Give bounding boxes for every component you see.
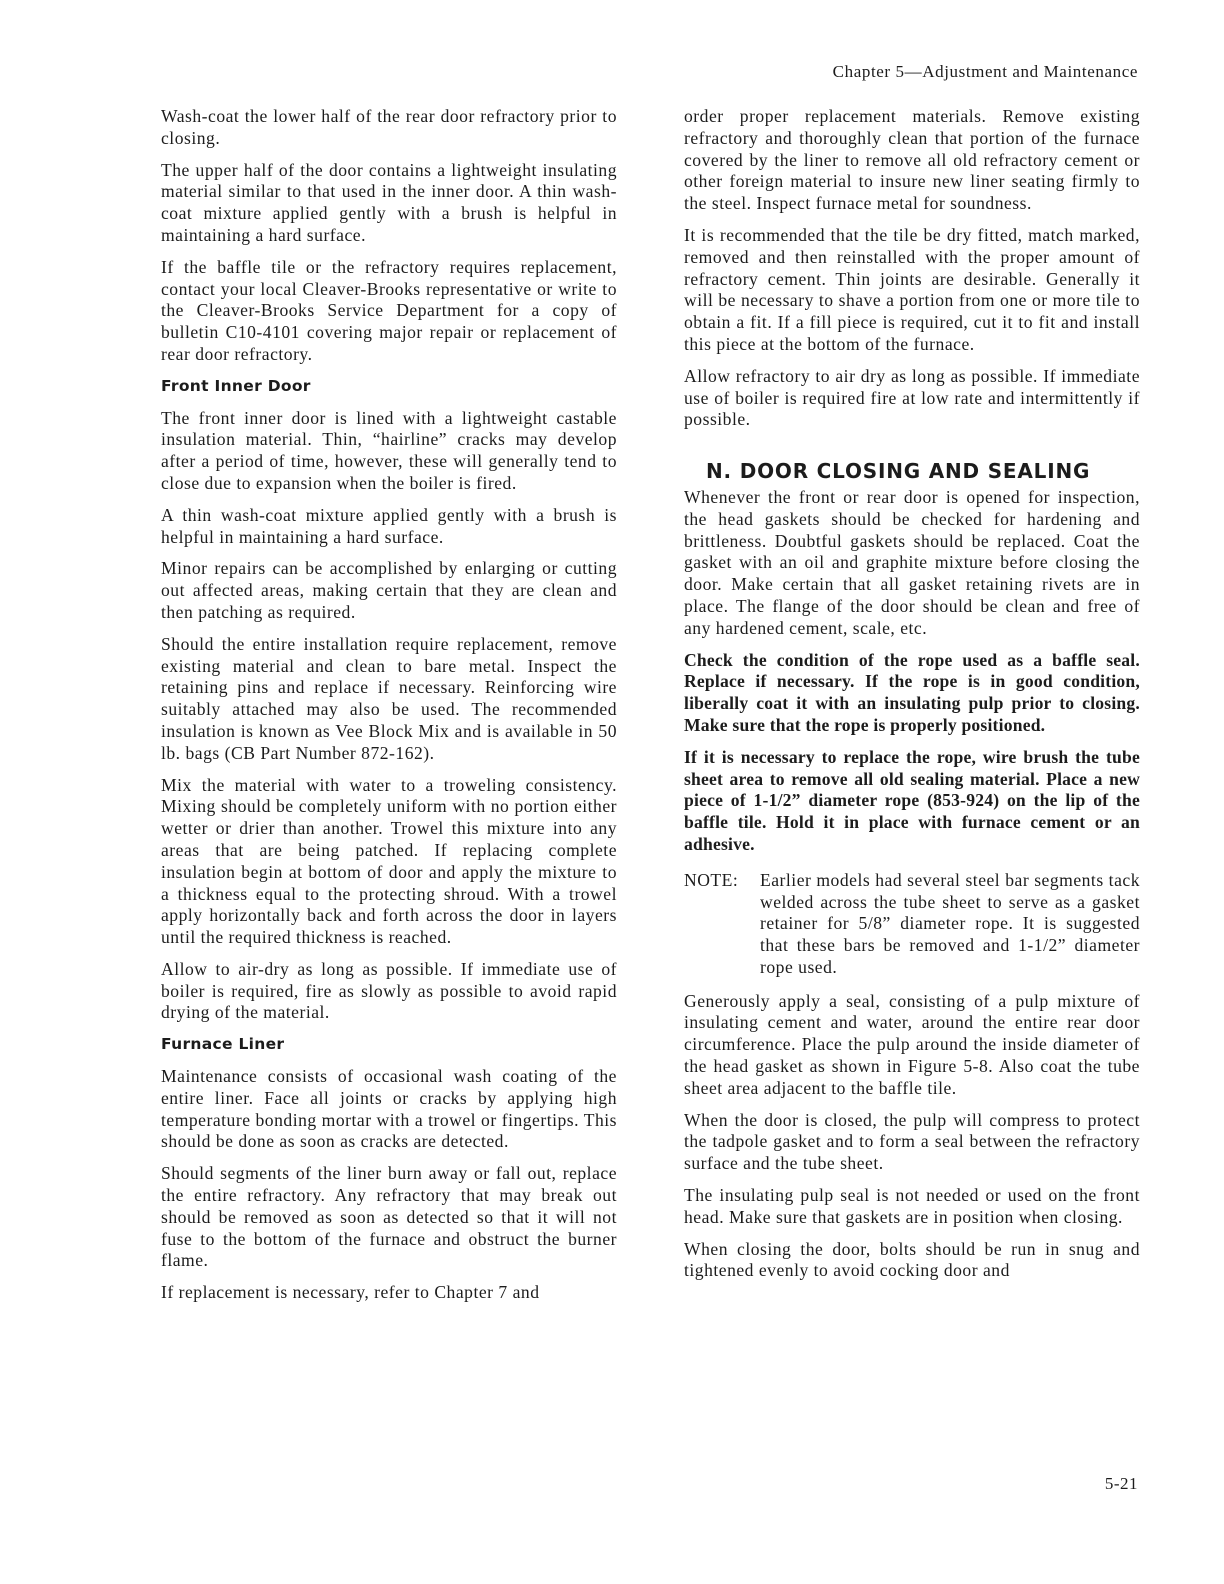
page-number: 5-21 <box>1104 1474 1138 1493</box>
paragraph: The front inner door is lined with a lightweight castable insulation material. Thin, “hairline” cracks may develop after a period of time, however, these will generally tend to close due to expansion when the boiler is fired. <box>161 407 617 493</box>
paragraph: Allow to air-dry as long as possible. If immediate use of boiler is required, fire as slowly as possible to avoid rapid drying of the material. <box>161 958 617 1023</box>
subheading-front-inner-door: Front Inner Door <box>161 376 311 395</box>
left-column <box>161 106 617 1314</box>
paragraph: It is recommended that the tile be dry fitted, match marked, removed and then reinstalled with the proper amount of refractory cement. Thin joints are desirable. Generally it will be necessary to shave a portion from one or more tile to obtain a fit. If a fill piece is required, cut it to fit and install this piece at the bottom of the furnace. <box>684 224 1140 354</box>
paragraph: When the door is closed, the pulp will compress to protect the tadpole gasket and to form a seal between the refractory surface and the tube sheet. <box>684 1109 1140 1174</box>
paragraph: If the baffle tile or the refractory requires replacement, contact your local Cleaver-Brooks representative or write to the Cleaver-Brooks Service Department for a copy of bulletin C10-4101 covering major repair or replacement of rear door refractory. <box>161 256 617 364</box>
paragraph: Maintenance consists of occasional wash coating of the entire liner. Face all joints or cracks by applying high temperature bonding mortar with a trowel or fingertips. This should be done as soon as cracks are detected. <box>161 1066 617 1152</box>
paragraph: If replacement is necessary, refer to Chapter 7 and <box>161 1282 540 1303</box>
note-label: NOTE: <box>684 869 739 890</box>
section-heading: N. DOOR CLOSING AND SEALING <box>706 459 1091 484</box>
right-column <box>684 106 1140 1292</box>
paragraph-bold: Check the condition of the rope used as a baffle seal. Replace if necessary. If the rope is in good condition, liberally coat it with an insulating pulp prior to closing. Make sure that the rope is properly positioned. <box>684 649 1140 735</box>
note-text: Earlier models had several steel bar segments tack welded across the tube sheet to serve as a gasket retainer for 5/8” diameter rope. It is suggested that these bars be removed and 1-1/2” diameter rope used. <box>760 869 1140 977</box>
paragraph: Whenever the front or rear door is opened for inspection, the head gaskets should be checked for hardening and brittleness. Doubtful gaskets should be replaced. Coat the gasket with an oil and graphite mixture before closing the door. Make certain that all gasket retaining rivets are in place. The flange of the door should be clean and free of any hardened cement, scale, etc. <box>684 486 1140 638</box>
paragraph: Mix the material with water to a troweling consistency. Mixing should be completely uniform with no portion either wetter or drier than another. Trowel this mixture into any areas that are being patched. If replacing complete insulation begin at bottom of door and apply the mixture to a thickness equal to the protecting shroud. With a trowel apply horizontally back and forth across the door in layers until the required thickness is reached. <box>161 774 617 948</box>
paragraph: When closing the door, bolts should be run in snug and tightened evenly to avoid cocking door and <box>684 1238 1140 1281</box>
note <box>684 870 1140 979</box>
paragraph: The insulating pulp seal is not needed or used on the front head. Make sure that gaskets are in position when closing. <box>684 1185 1140 1227</box>
paragraph: Allow refractory to air dry as long as possible. If immediate use of boiler is required fire at low rate and intermittently if possible. <box>684 365 1140 430</box>
paragraph: Wash-coat the lower half of the rear door refractory prior to closing. <box>161 106 617 148</box>
paragraph: Should the entire installation require replacement, remove existing material and clean to bare metal. Inspect the retaining pins and replace if necessary. Reinforcing wire suitably attached may also be used. The recommended insulation is known as Vee Block Mix and is available in 50 lb. bags (CB Part Number 872-162). <box>161 633 617 763</box>
paragraph: Minor repairs can be accomplished by enlarging or cutting out affected areas, making certain that they are clean and then patching as required. <box>161 558 617 622</box>
paragraph: The upper half of the door contains a lightweight insulating material similar to that used in the inner door. A thin wash-coat mixture applied gently with a brush is helpful in maintaining a hard surface. <box>161 159 617 245</box>
paragraph: order proper replacement materials. Remove existing refractory and thoroughly clean that portion of the furnace covered by the liner to remove all old refractory cement or other foreign material to insure new liner seating firmly to the steel. Inspect furnace metal for soundness. <box>684 106 1140 214</box>
paragraph: Should segments of the liner burn away or fall out, replace the entire refractory. Any refractory that may break out should be removed as soon as detected so that it will not fuse to the bottom of the furnace and obstruct the burner flame. <box>161 1163 617 1271</box>
subheading-furnace-liner: Furnace Liner <box>161 1035 285 1054</box>
paragraph: A thin wash-coat mixture applied gently with a brush is helpful in maintaining a hard surface. <box>161 504 617 547</box>
running-header: Chapter 5—Adjustment and Maintenance <box>832 62 1138 81</box>
paragraph-bold: If it is necessary to replace the rope, wire brush the tube sheet area to remove all old sealing material. Place a new piece of 1-1/2” diameter rope (853-924) on the lip of the baffle tile. Hold it in place with furnace cement or an adhesive. <box>684 746 1140 854</box>
paragraph: Generously apply a seal, consisting of a pulp mixture of insulating cement and water, around the entire rear door circumference. Place the pulp around the inside diameter of the head gasket as shown in Figure 5-8. Also coat the tube sheet area adjacent to the baffle tile. <box>684 990 1140 1098</box>
